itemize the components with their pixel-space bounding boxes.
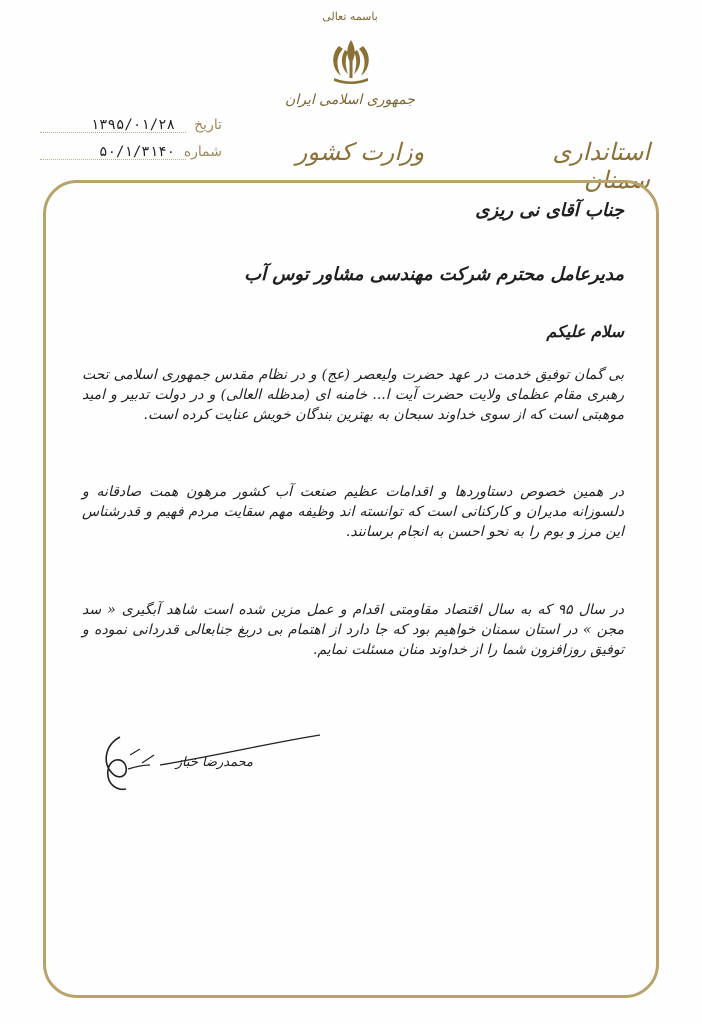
date-value: ۱۳۹۵/۰۱/۲۸ [90, 117, 175, 133]
number-dotted-line [40, 159, 186, 160]
addressee-title: مدیرعامل محترم شرکت مهندسی مشاور توس آب [244, 264, 624, 285]
greeting: سلام علیکم [546, 322, 624, 341]
paragraph-1: بی گمان توفیق خدمت در عهد حضرت ولیعصر (عج) و در نظام مقدس جمهوری اسلامی تحت رهبری مقام عظمای ولایت حضرت آیت ا... خامنه ای (مدظله العالی) و در دولت تدبیر و امید موهبتی است که از سوی خداوند سبحان به بهترین بندگان خویش عنایت کرده است. [82, 367, 624, 423]
number-value: ۵۰/۱/۳۱۴۰ [99, 144, 175, 160]
iran-emblem-icon [322, 36, 380, 86]
paragraph-2: در همین خصوص دستاوردها و اقدامات عظیم صنعت آب کشور مرهون همت صادقانه و دلسوزانه مدیران و کارکنانی است که توانسته اند وظیفه مهم سقایت مردم فهیم و قدرشناس این مرز و بوم را به نحو احسن به انجام برسانند. [82, 484, 624, 540]
date-dotted-line [40, 132, 186, 133]
date-row [40, 117, 240, 137]
governorate-title: استانداری سمنان [552, 138, 650, 194]
letter-frame [43, 180, 659, 998]
addressee-name: جناب آقای نی ریزی [475, 200, 624, 221]
republic-title: جمهوری اسلامی ایران [285, 92, 415, 108]
date-label: تاریخ [194, 117, 222, 133]
number-label: شماره [183, 144, 222, 160]
paragraph-3: در سال ۹۵ که به سال اقتصاد مقاومتی اقدام و عمل مزین شده است شاهد آبگیری « سد مجن » در استان سمنان خواهیم بود که جا دارد از اهتمام بی دریغ جنابعالی قدردانی نموده و توفیق روزافزون شما را از خداوند منان مسئلت نمایم. [82, 602, 624, 658]
signer-name: محمدرضا خباز [175, 755, 253, 770]
number-row [40, 144, 240, 164]
ministry-title: وزارت کشور [295, 138, 425, 166]
bismillah-text: باسمه تعالی [322, 10, 378, 23]
